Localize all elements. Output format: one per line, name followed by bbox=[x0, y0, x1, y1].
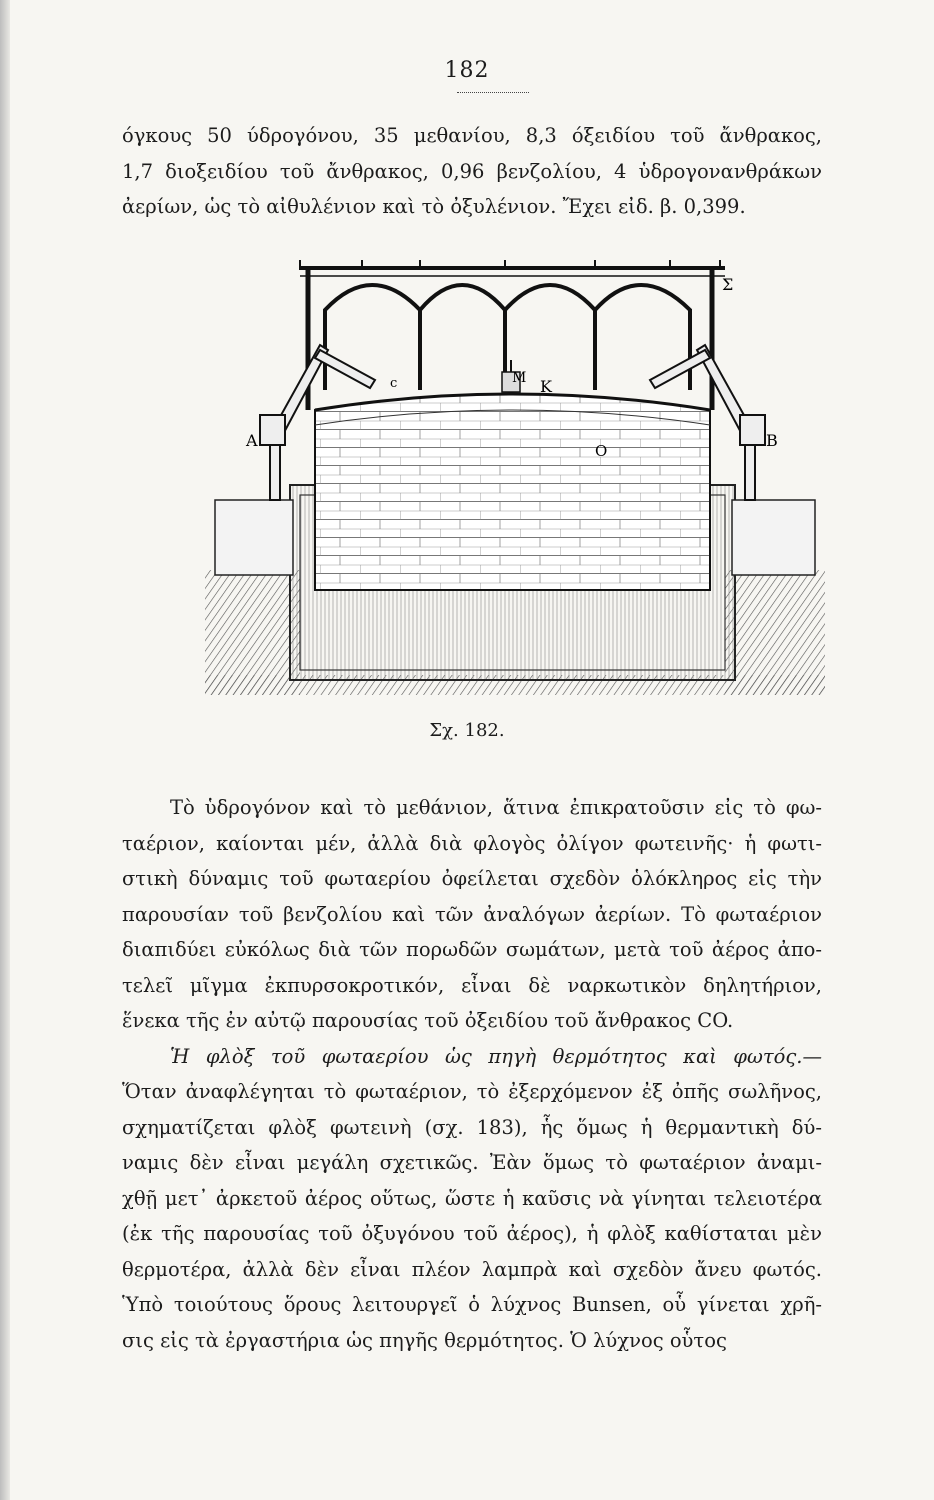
body-line: (ἐκ τῆς παρουσίας τοῦ ὀξυγόνου τοῦ ἀέρος), ἡ φλὸξ καθίσταται μὲν bbox=[122, 1222, 822, 1245]
figure-label-a: Α bbox=[246, 431, 258, 450]
section-heading: Ἡ φλὸξ τοῦ φωταερίου ὡς πηγὴ θερμότητος καὶ φωτός.— bbox=[170, 1044, 822, 1068]
page-number-rule bbox=[457, 92, 529, 93]
figure-label-m: Μ bbox=[512, 370, 527, 386]
body-line: σις εἰς τὰ ἐργαστήρια ὡς πηγῆς θερμότητος. Ὁ λύχνος οὗτος bbox=[122, 1328, 727, 1352]
body-line: χθῇ μετ᾽ ἀρκετοῦ ἀέρος οὕτως, ὥστε ἡ καῦσις νὰ γίνηται τελειοτέρα bbox=[122, 1186, 822, 1210]
body-line: τελεῖ μῖγμα ἐκπυρσοκροτικόν, εἶναι δὲ ναρκωτικὸν δηλητήριον, bbox=[122, 973, 822, 997]
page-edge bbox=[0, 0, 10, 1500]
body-line: ναμις δὲν εἶναι μεγάλη σχετικῶς. Ἐὰν ὅμως τὸ φωταέριον ἀναμι- bbox=[122, 1151, 822, 1174]
figure-label-k: Κ bbox=[540, 377, 552, 396]
gasholder-figure bbox=[200, 250, 830, 700]
body-line: θερμοτέρα, ἀλλὰ δὲν εἶναι πλέον λαμπρὰ καὶ σχεδὸν ἄνευ φωτός. bbox=[122, 1257, 822, 1281]
figure-caption: Σχ. 182. bbox=[429, 720, 505, 741]
figure-label-c: c bbox=[390, 376, 398, 391]
intro-line: ἀερίων, ὡς τὸ αἰθυλένιον καὶ τὸ ὀξυλένιον. Ἔχει εἰδ. β. 0,399. bbox=[122, 195, 746, 218]
figure-label-sigma: Σ bbox=[722, 275, 734, 294]
body-line: σχηματίζεται φλὸξ φωτεινὴ (σχ. 183), ἧς ὅμως ἡ θερμαντικὴ δύ- bbox=[122, 1115, 822, 1139]
body-line: στικὴ δύναμις τοῦ φωταερίου ὀφείλεται σχεδὸν ὁλόκληρος εἰς τὴν bbox=[122, 867, 822, 890]
body-line: παρουσίαν τοῦ βενζολίου καὶ τῶν ἀναλόγων ἀερίων. Τὸ φωταέριον bbox=[122, 902, 822, 926]
page-number: 182 bbox=[444, 58, 490, 83]
intro-paragraph bbox=[122, 118, 822, 225]
intro-line: 1,7 διοξειδίου τοῦ ἄνθρακος, 0,96 βενζολίου, 4 ὑδρογονανθράκων bbox=[122, 159, 822, 183]
gasholder-bell bbox=[315, 394, 710, 590]
body-line: Ὅταν ἀναφλέγηται τὸ φωταέριον, τὸ ἐξερχόμενον ἐξ ὀπῆς σωλῆνος, bbox=[122, 1080, 822, 1103]
body-line: ταέριον, καίονται μέν, ἀλλὰ διὰ φλογὸς ὀλίγον φωτεινῆς· ἡ φωτι- bbox=[122, 831, 822, 855]
figure-label-o: Ο bbox=[595, 442, 608, 460]
intro-line: όγκους 50 ύδρογόνου, 35 μεθανίου, 8,3 όξειδίου τοῦ ἄνθρακος, bbox=[122, 124, 822, 147]
body-line: Ὑπὸ τοιούτους ὅρους λειτουργεῖ ὁ λύχνος Bunsen, οὗ γίνεται χρῆ- bbox=[122, 1293, 822, 1316]
body-line: ἕνεκα τῆς ἐν αὐτῷ παρουσίας τοῦ ὀξειδίου τοῦ ἄνθρακος CO. bbox=[122, 1009, 734, 1032]
body-paragraph-1 bbox=[122, 790, 822, 1358]
body-line: διαπιδύει εὐκόλως διὰ τῶν πορωδῶν σωμάτων, μετὰ τοῦ ἀέρος ἀπο- bbox=[122, 938, 822, 961]
figure-label-b: Β bbox=[766, 431, 778, 450]
body-line: Τὸ ὑδρογόνον καὶ τὸ μεθάνιον, ἅτινα ἐπικρατοῦσιν εἰς τὸ φω- bbox=[170, 796, 822, 819]
